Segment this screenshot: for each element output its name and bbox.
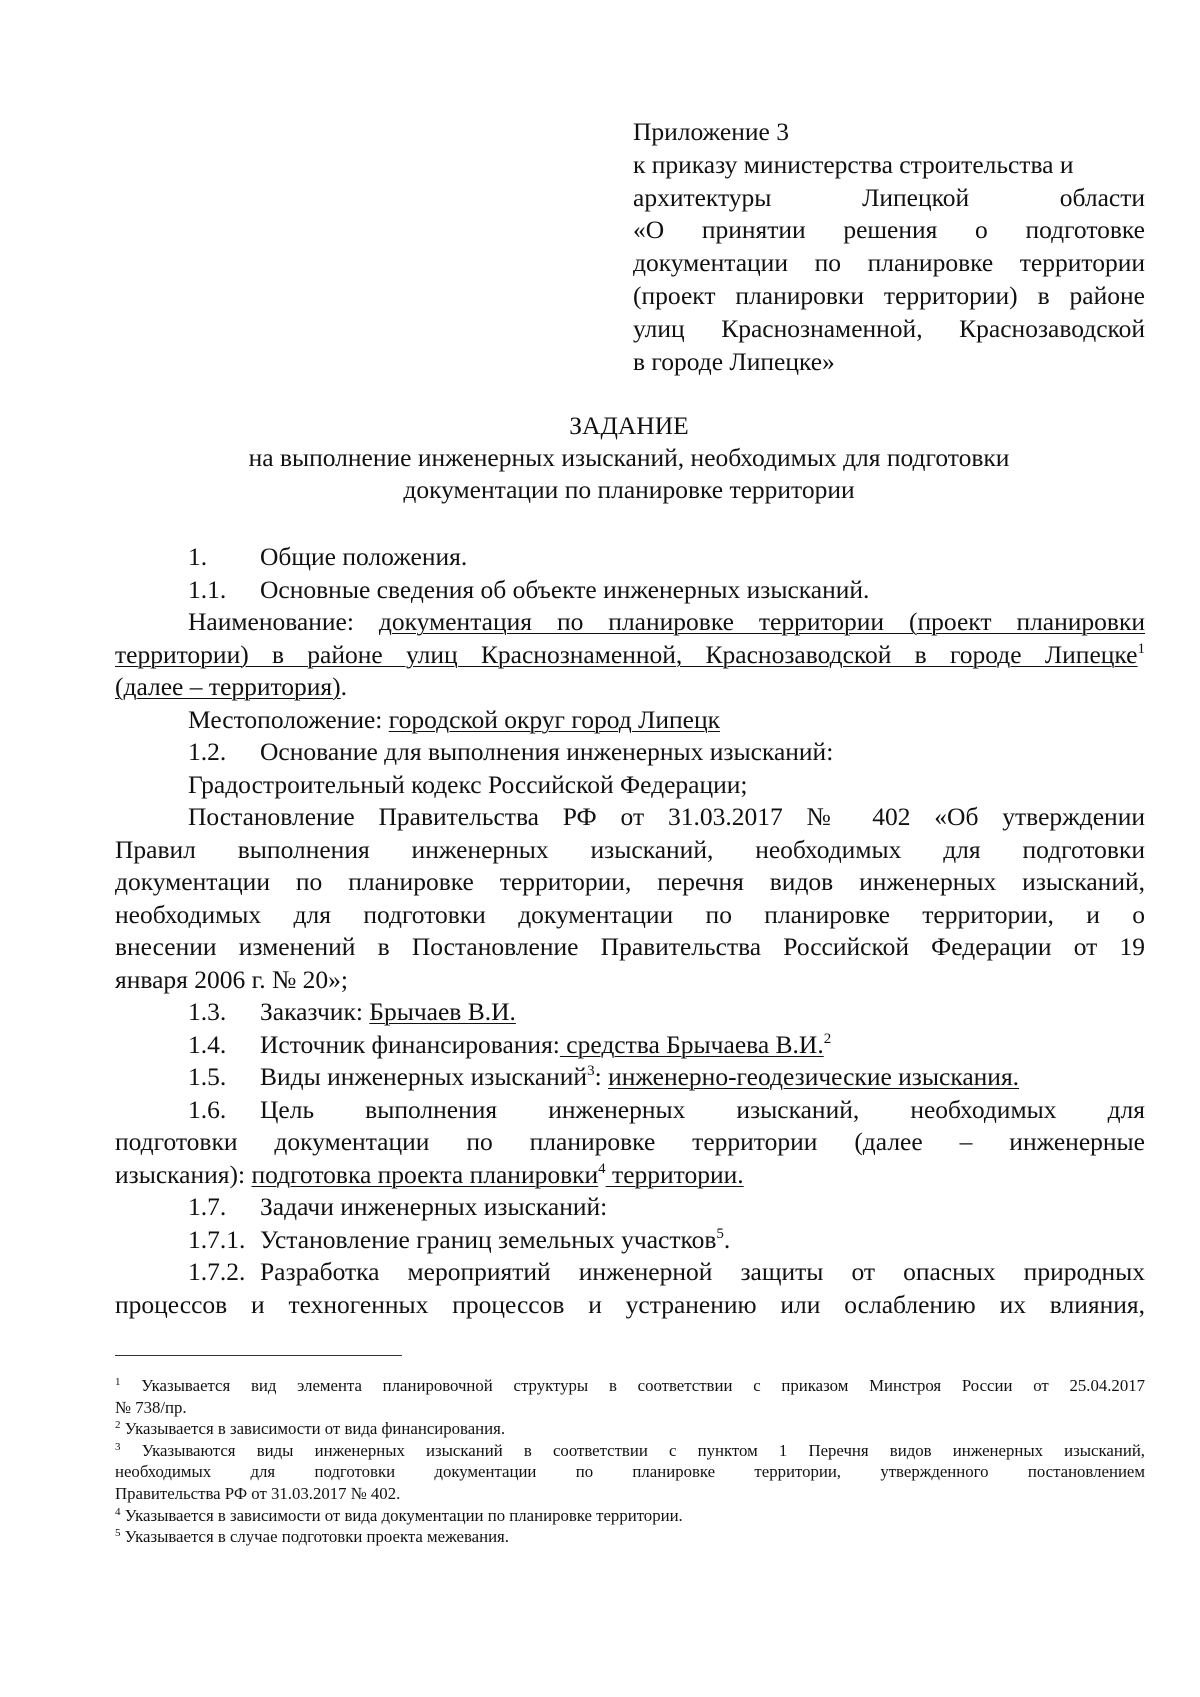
decree-line: внесении изменений в Постановление Правительства Российской Федерации от 19: [115, 932, 1145, 961]
footnote-ref: 5: [716, 1225, 724, 1242]
section-text: Задачи инженерных изысканий:: [260, 1192, 608, 1221]
location-line: [115, 704, 1145, 737]
customer-label: Заказчик:: [260, 997, 370, 1026]
decree-line: документации по планировке территории, перечня видов инженерных изысканий,: [115, 867, 1145, 896]
section-text: Общие положения.: [260, 542, 468, 571]
name-line-2: [115, 639, 1145, 672]
appendix-line: Приложение 3: [633, 117, 789, 146]
footnote-ref: 1: [1137, 640, 1145, 657]
location-value: городской округ город Липецк: [388, 704, 721, 734]
section-1-7: [115, 1191, 1145, 1224]
customer-value: Брычаев В.И.: [369, 997, 516, 1026]
decree-line: Постановление Правительства РФ от 31.03.2017 № 402 «Об утверждении: [188, 802, 1145, 831]
section-1-5: [115, 1061, 1145, 1094]
name-value: документация по планировке территории (проект планировки: [378, 607, 1145, 636]
title-subtitle-line: на выполнение инженерных изысканий, необходимых для подготовки: [248, 443, 1010, 473]
section-1-6-line: подготовки документации по планировке территории (далее – инженерные: [115, 1127, 1145, 1156]
footnote-1: [115, 1375, 1145, 1397]
goal-value: подготовка проекта планировки: [251, 1159, 599, 1189]
footnote-ref: 4: [598, 1160, 606, 1177]
footnote-text: Указываются виды инженерных изысканий в соответствии с пунктом 1 Перечня видов инженерных изысканий,: [120, 1440, 1145, 1460]
decree-line: Правил выполнения инженерных изысканий, необходимых для подготовки: [115, 834, 1145, 864]
footnote-number: 5: [115, 1527, 121, 1540]
footnote-3-cont: необходимых для подготовки документации по планировке территории, утвержденного постановлением: [115, 1462, 1145, 1482]
document-body: [115, 541, 1145, 1321]
section-1-6-line: [115, 1159, 1145, 1192]
section-number: 1.1.: [188, 574, 227, 604]
footnote-text: Указывается вид элемента планировочной структуры в соответствии с приказом Минстроя России от 25.04.2017: [120, 1376, 1145, 1395]
appendix-line: документации по планировке территории: [633, 248, 1145, 278]
funding-value: средства Брычаева В.И.: [559, 1029, 824, 1059]
section-1-1: [115, 574, 1145, 607]
footnote-number: 3: [115, 1440, 121, 1453]
section-1-7-1: [115, 1224, 1145, 1257]
title-subtitle-line: документации по планировке территории: [403, 475, 855, 505]
section-number: 1.2.: [188, 737, 227, 766]
survey-types-label: Виды инженерных изысканий: [260, 1062, 588, 1091]
name-value: территории) в районе улиц Краснознаменной, Краснозаводской в городе Липецке: [115, 639, 1138, 669]
section-number: 1.4.: [188, 1029, 227, 1059]
funding-label: Источник финансирования:: [260, 1029, 560, 1059]
title-heading: ЗАДАНИЕ: [569, 411, 689, 440]
section-1-2: [115, 736, 1145, 769]
appendix-line: улиц Краснознаменной, Краснозаводской: [633, 313, 1145, 343]
section-text: Основные сведения об объекте инженерных изысканий.: [260, 574, 870, 604]
section-number: 1.5.: [188, 1062, 227, 1091]
section-text: изыскания):: [115, 1159, 252, 1189]
section-text: Цель выполнения инженерных изысканий, необходимых для: [260, 1094, 1145, 1124]
section-1-7-2-line: процессов и техногенных процессов и устранению или ослаблению их влияния,: [115, 1289, 1145, 1319]
appendix-line: к приказу министерства строительства и: [633, 149, 1074, 179]
section-1-6: [115, 1094, 1145, 1127]
footnote-number: 1: [115, 1376, 121, 1388]
punctuation: .: [723, 1224, 731, 1254]
appendix-header: [633, 116, 1145, 378]
punctuation: .: [340, 672, 348, 701]
footnote-separator: [115, 1355, 402, 1356]
section-1-7-2: [115, 1256, 1145, 1289]
goal-value: территории.: [605, 1159, 744, 1189]
footnote-text: Указывается в зависимости от вида финансирования.: [120, 1419, 506, 1439]
appendix-line: в городе Липецке»: [633, 346, 835, 376]
section-text: Основание для выполнения инженерных изысканий:: [260, 737, 834, 766]
section-number: 1.: [188, 542, 208, 571]
section-1-4: [115, 1029, 1145, 1062]
footnote-text: Указывается в случае подготовки проекта межевания.: [120, 1527, 509, 1547]
decree-line: необходимых для подготовки документации по планировке территории, и о: [115, 899, 1145, 929]
footnote-5: [115, 1526, 1145, 1548]
decree-line: января 2006 г. № 20»;: [115, 964, 348, 994]
basis-code: Градостроительный кодекс Российской Федерации;: [188, 769, 748, 799]
footnote-text: Указывается в зависимости от вида документации по планировке территории.: [120, 1505, 683, 1525]
footnote-4: [115, 1505, 1145, 1527]
footnote-1-cont: № 738/пр.: [115, 1397, 187, 1417]
section-number: 1.7.2.: [188, 1257, 246, 1286]
name-line-1: [115, 606, 1145, 639]
appendix-line: (проект планировки территории) в районе: [633, 280, 1145, 310]
appendix-line: архитектуры Липецкой области: [633, 182, 1145, 212]
footnote-number: 2: [115, 1419, 121, 1432]
footnote-ref: 3: [587, 1063, 595, 1079]
punctuation: :: [594, 1062, 609, 1091]
section-1: [115, 541, 1145, 574]
section-text: Установление границ земельных участков: [260, 1224, 717, 1254]
footnotes: [115, 1375, 1145, 1548]
section-text: Разработка мероприятий инженерной защиты от опасных природных: [260, 1257, 1145, 1286]
footnote-3-cont: Правительства РФ от 31.03.2017 № 402.: [115, 1483, 401, 1503]
name-line-3: [115, 671, 1145, 704]
footnote-3: [115, 1440, 1145, 1462]
appendix-line: «О принятии решения о подготовке: [633, 215, 1145, 245]
location-label: Местоположение:: [188, 704, 389, 734]
survey-types-value: инженерно-геодезические изыскания.: [608, 1062, 1020, 1091]
footnote-2: [115, 1418, 1145, 1440]
section-1-3: [115, 996, 1145, 1029]
section-number: 1.7.1.: [188, 1224, 246, 1254]
section-number: 1.6.: [188, 1094, 227, 1124]
name-value: (далее – территория): [115, 672, 341, 701]
section-number: 1.7.: [188, 1192, 227, 1221]
section-number: 1.3.: [188, 997, 227, 1026]
footnote-ref: 2: [823, 1030, 832, 1047]
document-title: [113, 410, 1145, 507]
name-label: Наименование:: [188, 607, 379, 636]
footnote-number: 4: [115, 1505, 121, 1518]
